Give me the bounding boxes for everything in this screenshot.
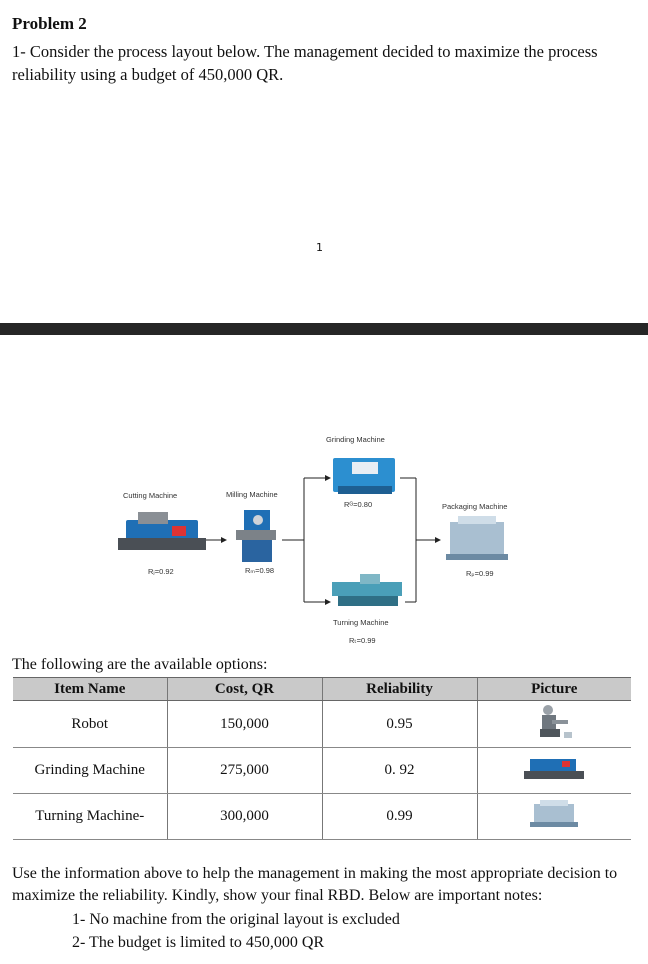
- item-picture: [477, 748, 631, 794]
- closing-paragraph: Use the information above to help the management in making the most appropriate decision to maximize the reliability. Kindly, show your final RBD. Below are important notes:: [12, 865, 618, 904]
- item-cost: 150,000: [167, 701, 322, 748]
- item-cost: 300,000: [167, 794, 322, 840]
- problem-title: Problem 2: [12, 14, 87, 33]
- milling-machine-reliability: Rₘ=0.98: [245, 566, 275, 575]
- cutting-machine-reliability: Rⱼ=0.92: [148, 567, 174, 576]
- header-cost: Cost, QR: [167, 678, 322, 701]
- item-reliability: 0.99: [322, 794, 477, 840]
- table-header-row: [13, 678, 631, 701]
- process-layout-diagram: [0, 420, 648, 652]
- turning-option-image: [524, 798, 584, 830]
- table-row: [13, 748, 631, 794]
- item-reliability: 0. 92: [322, 748, 477, 794]
- cutting-machine-label: Cutting Machine: [123, 491, 178, 500]
- problem-intro: 1- Consider the process layout below. The management decided to maximize the process reliability using a budget of 450,000 QR.: [12, 42, 598, 84]
- page-number: 1: [316, 241, 323, 254]
- item-picture: [477, 701, 631, 748]
- grinding-option-image: [522, 753, 586, 783]
- item-reliability: 0.95: [322, 701, 477, 748]
- item-cost: 275,000: [167, 748, 322, 794]
- note-2: 2- The budget is limited to 450,000 QR: [72, 934, 325, 951]
- header-picture: Picture: [477, 678, 631, 701]
- turning-machine-reliability: Rₜ=0.99: [349, 636, 376, 645]
- grinding-machine-reliability: Rᴳ=0.80: [344, 500, 373, 509]
- milling-machine-label: Milling Machine: [226, 490, 278, 499]
- header-item-name: Item Name: [13, 678, 167, 701]
- note-1: 1- No machine from the original layout is excluded: [72, 911, 400, 928]
- page-divider: [0, 323, 648, 335]
- table-row: [13, 794, 631, 840]
- options-intro: The following are the available options:: [12, 656, 268, 673]
- packaging-machine-label: Packaging Machine: [442, 502, 508, 511]
- turning-machine-image: [332, 574, 402, 606]
- turning-machine-label: Turning Machine: [333, 618, 389, 627]
- cutting-machine-image: [118, 512, 206, 550]
- robot-image: [534, 702, 574, 742]
- header-reliability: Reliability: [322, 678, 477, 701]
- item-name: Robot: [13, 701, 167, 748]
- item-picture: [477, 794, 631, 840]
- grinding-machine-label: Grinding Machine: [326, 435, 385, 444]
- item-name: Turning Machine-: [13, 794, 167, 840]
- grinding-machine-image: [333, 458, 395, 494]
- packaging-machine-reliability: Rₚ=0.99: [466, 569, 494, 578]
- table-row: [13, 701, 631, 748]
- options-table: [13, 677, 631, 840]
- item-name: Grinding Machine: [13, 748, 167, 794]
- packaging-machine-image: [446, 516, 508, 560]
- milling-machine-image: [236, 510, 276, 562]
